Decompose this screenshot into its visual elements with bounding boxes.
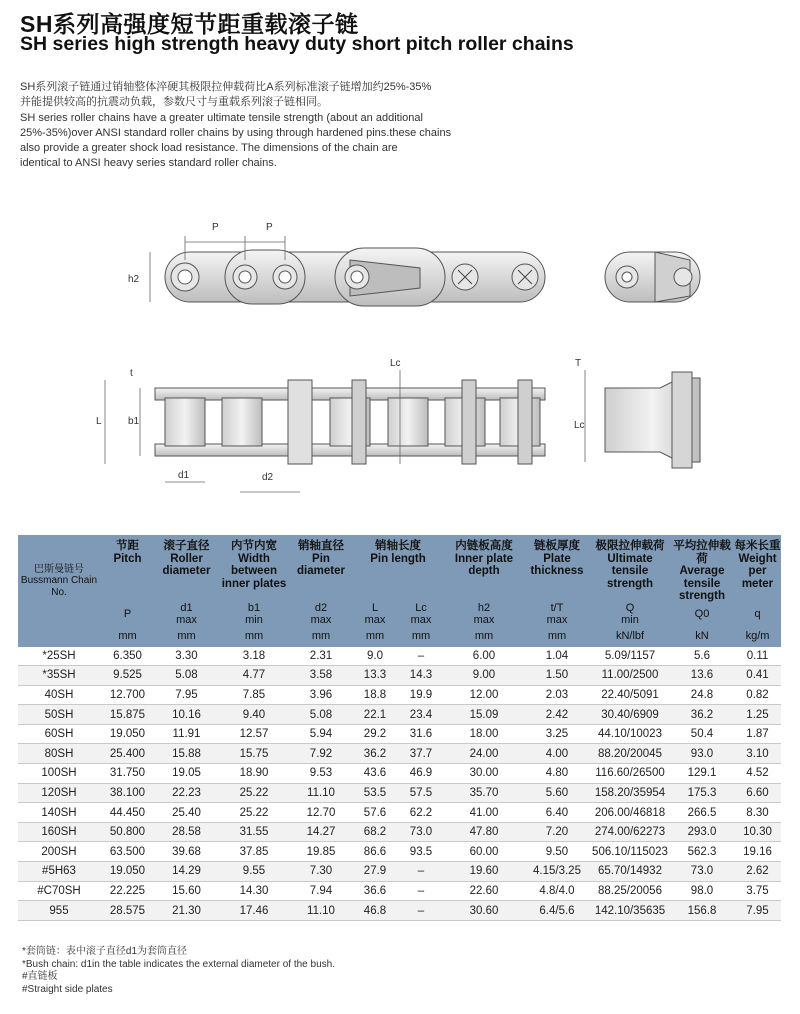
value-cell: 1.04 xyxy=(524,647,590,666)
value-cell: 22.1 xyxy=(352,705,398,725)
table-row xyxy=(18,842,781,862)
value-cell: 68.2 xyxy=(352,822,398,842)
unit-cell: kg/m xyxy=(745,630,770,643)
value-cell: 175.3 xyxy=(670,783,734,803)
value-cell: 15.88 xyxy=(155,744,218,764)
value-cell: 38.100 xyxy=(100,783,155,803)
value-cell: 46.8 xyxy=(352,901,398,921)
value-cell: 25.22 xyxy=(218,783,290,803)
value-cell: 31.6 xyxy=(398,724,444,744)
symbol-cell: b1 min xyxy=(245,602,263,626)
col-width-header: 内节内宽 Width between inner plates xyxy=(221,540,287,590)
intro-line: SH系列滚子链通过销轴整体淬硬其极限拉伸载荷比A系列标准滚子链增加约25%-35% xyxy=(20,81,432,93)
value-cell: 93.5 xyxy=(398,842,444,862)
value-cell: 5.94 xyxy=(290,724,352,744)
value-cell: 19.05 xyxy=(155,764,218,784)
value-cell: 12.700 xyxy=(100,685,155,705)
col-roller-header: 滚子直径 Roller diameter xyxy=(162,540,211,577)
unit-cell: kN/lbf xyxy=(615,630,645,643)
table-row xyxy=(18,705,781,725)
label-d1: d1 xyxy=(178,470,190,481)
value-cell: 50.4 xyxy=(670,724,734,744)
value-cell: 5.08 xyxy=(155,666,218,686)
value-cell: 11.91 xyxy=(155,724,218,744)
label-d2: d2 xyxy=(262,472,274,483)
label-t: t xyxy=(130,368,133,379)
value-cell: 3.96 xyxy=(290,685,352,705)
col-weight-header: 每米长重 Weight per meter xyxy=(734,540,781,590)
value-cell: 5.60 xyxy=(524,783,590,803)
col-pin-length-header: 销轴长度 Pin length xyxy=(370,540,426,565)
value-cell: 27.9 xyxy=(352,862,398,882)
chain-no-cell: 200SH xyxy=(18,842,100,862)
value-cell: 73.0 xyxy=(398,822,444,842)
symbol-cell: Q min xyxy=(621,602,639,626)
value-cell: 57.5 xyxy=(398,783,444,803)
table-row xyxy=(18,647,781,666)
value-cell: 156.8 xyxy=(670,901,734,921)
value-cell: 4.8/4.0 xyxy=(524,881,590,901)
value-cell: 14.27 xyxy=(290,822,352,842)
unit-cell: mm xyxy=(118,630,137,643)
value-cell: 1.50 xyxy=(524,666,590,686)
intro-line: 并能提供较高的抗震动负载，参数尺寸与重载系列滚子链相同。 xyxy=(20,96,328,109)
value-cell: 7.20 xyxy=(524,822,590,842)
unit-cell: mm xyxy=(411,630,431,643)
table-row xyxy=(18,901,781,921)
label-p2: P xyxy=(266,222,273,233)
chain-no-header: 巴斯曼链号 Bussmann Chain No. xyxy=(20,563,98,598)
value-cell: 46.9 xyxy=(398,764,444,784)
value-cell: 44.10/10023 xyxy=(590,724,670,744)
value-cell: 30.40/6909 xyxy=(590,705,670,725)
value-cell: 65.70/14932 xyxy=(590,862,670,882)
intro-line: 25%-35%)over ANSI standard roller chains by using through hardened pins.these chains xyxy=(20,126,452,139)
value-cell: 14.30 xyxy=(218,881,290,901)
symbol-cell: d2 max xyxy=(310,602,332,626)
value-cell: 293.0 xyxy=(670,822,734,842)
value-cell: 21.30 xyxy=(155,901,218,921)
value-cell: 7.85 xyxy=(218,685,290,705)
chain-no-cell: 955 xyxy=(18,901,100,921)
unit-cell: mm xyxy=(547,630,567,643)
intro-line: also provide a greater shock load resistance. The dimensions of the chain are xyxy=(20,142,398,155)
value-cell: 23.4 xyxy=(398,705,444,725)
value-cell: 506.10/115023 xyxy=(590,842,670,862)
value-cell: 29.2 xyxy=(352,724,398,744)
value-cell: 116.60/26500 xyxy=(590,764,670,784)
table-row xyxy=(18,803,781,823)
end-view xyxy=(605,252,700,302)
symbol-cell: d1 max xyxy=(176,602,197,626)
value-cell: 4.77 xyxy=(218,666,290,686)
value-cell: 73.0 xyxy=(670,862,734,882)
value-cell: 28.575 xyxy=(100,901,155,921)
side-view xyxy=(165,248,545,306)
value-cell: 10.30 xyxy=(734,822,781,842)
unit-cell: mm xyxy=(311,630,331,643)
value-cell: 86.6 xyxy=(352,842,398,862)
value-cell: 18.00 xyxy=(444,724,524,744)
page-title-en: SH series high strength heavy duty short pitch roller chains xyxy=(20,33,574,55)
symbol-row xyxy=(18,603,781,627)
value-cell: 7.95 xyxy=(734,901,781,921)
value-cell: 30.60 xyxy=(444,901,524,921)
label-lc: Lc xyxy=(390,358,401,369)
symbol-cell: Q0 xyxy=(694,607,710,620)
value-cell: 15.75 xyxy=(218,744,290,764)
col-ultimate-header: 极限拉伸载荷 Ultimate tensile strength xyxy=(595,540,665,590)
symbol-cell: L max xyxy=(364,602,386,626)
value-cell: 15.875 xyxy=(100,705,155,725)
value-cell: 18.8 xyxy=(352,685,398,705)
value-cell: 19.85 xyxy=(290,842,352,862)
value-cell: 24.8 xyxy=(670,685,734,705)
value-cell: 13.3 xyxy=(352,666,398,686)
value-cell: 31.750 xyxy=(100,764,155,784)
value-cell: 6.40 xyxy=(524,803,590,823)
value-cell: 1.25 xyxy=(734,705,781,725)
chain-no-cell: #C70SH xyxy=(18,881,100,901)
table-row xyxy=(18,685,781,705)
chain-no-cell: 100SH xyxy=(18,764,100,784)
unit-cell: mm xyxy=(474,630,494,643)
spec-table xyxy=(18,535,781,921)
value-cell: 24.00 xyxy=(444,744,524,764)
value-cell: 19.050 xyxy=(100,862,155,882)
value-cell: 13.6 xyxy=(670,666,734,686)
col-plate-thick-header: 链板厚度 Plate thickness xyxy=(530,540,584,577)
symbol-cell: P xyxy=(123,607,132,620)
label-l: L xyxy=(96,416,102,427)
value-cell: 60.00 xyxy=(444,842,524,862)
value-cell: 39.68 xyxy=(155,842,218,862)
value-cell: 8.30 xyxy=(734,803,781,823)
value-cell: 4.80 xyxy=(524,764,590,784)
value-cell: 19.60 xyxy=(444,862,524,882)
value-cell: 266.5 xyxy=(670,803,734,823)
unit-cell: mm xyxy=(244,630,264,643)
value-cell: 88.20/20045 xyxy=(590,744,670,764)
value-cell: 142.10/35635 xyxy=(590,901,670,921)
plan-end-view xyxy=(605,372,700,468)
value-cell: 4.15/3.25 xyxy=(524,862,590,882)
value-cell: 6.4/5.6 xyxy=(524,901,590,921)
symbol-cell: Lc max xyxy=(410,602,432,626)
value-cell: 6.60 xyxy=(734,783,781,803)
table-row xyxy=(18,783,781,803)
value-cell: 22.60 xyxy=(444,881,524,901)
table-row xyxy=(18,881,781,901)
table-row xyxy=(18,822,781,842)
value-cell: 37.85 xyxy=(218,842,290,862)
value-cell: 53.5 xyxy=(352,783,398,803)
symbol-cell: q xyxy=(754,607,761,620)
table-row xyxy=(18,744,781,764)
value-cell: 6.00 xyxy=(444,647,524,666)
value-cell: – xyxy=(398,862,444,882)
value-cell: 28.58 xyxy=(155,822,218,842)
value-cell: 98.0 xyxy=(670,881,734,901)
value-cell: 37.7 xyxy=(398,744,444,764)
label-lc2: Lc xyxy=(574,420,585,431)
value-cell: 93.0 xyxy=(670,744,734,764)
value-cell: 9.0 xyxy=(352,647,398,666)
value-cell: 47.80 xyxy=(444,822,524,842)
value-cell: 3.18 xyxy=(218,647,290,666)
value-cell: 17.46 xyxy=(218,901,290,921)
value-cell: 22.225 xyxy=(100,881,155,901)
value-cell: 9.53 xyxy=(290,764,352,784)
value-cell: 2.31 xyxy=(290,647,352,666)
value-cell: 63.500 xyxy=(100,842,155,862)
footnote: #Straight side plates xyxy=(22,983,113,995)
value-cell: 12.57 xyxy=(218,724,290,744)
value-cell: 3.25 xyxy=(524,724,590,744)
value-cell: 14.29 xyxy=(155,862,218,882)
page-title-cn: SH系列高强度短节距重载滚子链 xyxy=(20,11,359,37)
value-cell: 88.25/20056 xyxy=(590,881,670,901)
value-cell: 2.42 xyxy=(524,705,590,725)
col-pin-dia-header: 销轴直径 Pin diameter xyxy=(297,540,345,577)
footnote: #直链板 xyxy=(22,971,58,983)
value-cell: 25.40 xyxy=(155,803,218,823)
unit-row xyxy=(18,627,781,647)
table-row xyxy=(18,724,781,744)
value-cell: 206.00/46818 xyxy=(590,803,670,823)
unit-cell: kN xyxy=(695,630,709,643)
value-cell: 3.10 xyxy=(734,744,781,764)
symbol-cell: t/T max xyxy=(546,602,568,626)
value-cell: 7.92 xyxy=(290,744,352,764)
value-cell: 15.09 xyxy=(444,705,524,725)
value-cell: 62.2 xyxy=(398,803,444,823)
footnotes xyxy=(22,946,335,996)
value-cell: 22.40/5091 xyxy=(590,685,670,705)
footnote: *套筒链：表中滚子直径d1为套筒直径 xyxy=(22,946,188,957)
chain-no-cell: 160SH xyxy=(18,822,100,842)
value-cell: 6.350 xyxy=(100,647,155,666)
value-cell: 19.16 xyxy=(734,842,781,862)
value-cell: – xyxy=(398,901,444,921)
value-cell: 19.050 xyxy=(100,724,155,744)
symbol-cell: h2 max xyxy=(473,602,495,626)
value-cell: 50.800 xyxy=(100,822,155,842)
footnote: *Bush chain: d1in the table indicates the external diameter of the bush. xyxy=(22,958,335,970)
value-cell: 1.87 xyxy=(734,724,781,744)
value-cell: 7.95 xyxy=(155,685,218,705)
value-cell: 3.58 xyxy=(290,666,352,686)
value-cell: 41.00 xyxy=(444,803,524,823)
label-p1: P xyxy=(212,222,219,233)
value-cell: 7.94 xyxy=(290,881,352,901)
value-cell: 0.41 xyxy=(734,666,781,686)
value-cell: 0.11 xyxy=(734,647,781,666)
value-cell: 5.09/1157 xyxy=(590,647,670,666)
value-cell: 35.70 xyxy=(444,783,524,803)
value-cell: 11.00/2500 xyxy=(590,666,670,686)
value-cell: 19.9 xyxy=(398,685,444,705)
value-cell: 36.2 xyxy=(670,705,734,725)
value-cell: 0.82 xyxy=(734,685,781,705)
value-cell: 43.6 xyxy=(352,764,398,784)
chain-no-cell: 40SH xyxy=(18,685,100,705)
chain-no-cell: #5H63 xyxy=(18,862,100,882)
table-row xyxy=(18,666,781,686)
label-h2: h2 xyxy=(128,274,140,285)
unit-cell: mm xyxy=(177,630,196,643)
value-cell: 2.03 xyxy=(524,685,590,705)
value-cell: 7.30 xyxy=(290,862,352,882)
value-cell: 5.6 xyxy=(670,647,734,666)
value-cell: 9.55 xyxy=(218,862,290,882)
intro-line: SH series roller chains have a greater ultimate tensile strength (about an additional xyxy=(20,111,423,124)
value-cell: 562.3 xyxy=(670,842,734,862)
value-cell: 158.20/35954 xyxy=(590,783,670,803)
value-cell: 30.00 xyxy=(444,764,524,784)
chain-no-cell: 80SH xyxy=(18,744,100,764)
value-cell: 22.23 xyxy=(155,783,218,803)
value-cell: 274.00/62273 xyxy=(590,822,670,842)
chain-no-cell: *35SH xyxy=(18,666,100,686)
value-cell: 12.00 xyxy=(444,685,524,705)
value-cell: 10.16 xyxy=(155,705,218,725)
value-cell: 25.22 xyxy=(218,803,290,823)
chain-no-cell: *25SH xyxy=(18,647,100,666)
value-cell: 18.90 xyxy=(218,764,290,784)
value-cell: 31.55 xyxy=(218,822,290,842)
intro-text xyxy=(20,80,580,172)
value-cell: 25.400 xyxy=(100,744,155,764)
value-cell: 4.00 xyxy=(524,744,590,764)
value-cell: 11.10 xyxy=(290,901,352,921)
value-cell: 44.450 xyxy=(100,803,155,823)
value-cell: 4.52 xyxy=(734,764,781,784)
value-cell: 9.00 xyxy=(444,666,524,686)
value-cell: 9.40 xyxy=(218,705,290,725)
value-cell: 36.2 xyxy=(352,744,398,764)
value-cell: 14.3 xyxy=(398,666,444,686)
col-average-header: 平均拉伸载荷 Average tensile strength xyxy=(673,540,731,602)
value-cell: – xyxy=(398,881,444,901)
table-row xyxy=(18,862,781,882)
table-body xyxy=(18,647,781,921)
chain-no-cell: 60SH xyxy=(18,724,100,744)
label-T: T xyxy=(575,358,582,369)
value-cell: 129.1 xyxy=(670,764,734,784)
intro-line: identical to ANSI heavy series standard roller chains. xyxy=(20,157,277,170)
chain-no-cell: 50SH xyxy=(18,705,100,725)
chain-drawing xyxy=(0,200,800,500)
value-cell: 3.75 xyxy=(734,881,781,901)
col-plate-depth-header: 内链板高度 Inner plate depth xyxy=(454,540,514,577)
plan-view xyxy=(155,380,545,464)
chain-no-cell: 140SH xyxy=(18,803,100,823)
value-cell: 2.62 xyxy=(734,862,781,882)
unit-cell: mm xyxy=(365,630,385,643)
value-cell: 9.525 xyxy=(100,666,155,686)
label-b1: b1 xyxy=(128,416,140,427)
value-cell: 3.30 xyxy=(155,647,218,666)
value-cell: 11.10 xyxy=(290,783,352,803)
value-cell: 9.50 xyxy=(524,842,590,862)
value-cell: 5.08 xyxy=(290,705,352,725)
table-row xyxy=(18,764,781,784)
col-pitch-header: 节距 Pitch xyxy=(113,540,142,565)
value-cell: 57.6 xyxy=(352,803,398,823)
chain-no-cell: 120SH xyxy=(18,783,100,803)
value-cell: 15.60 xyxy=(155,881,218,901)
value-cell: 36.6 xyxy=(352,881,398,901)
value-cell: – xyxy=(398,647,444,666)
value-cell: 12.70 xyxy=(290,803,352,823)
